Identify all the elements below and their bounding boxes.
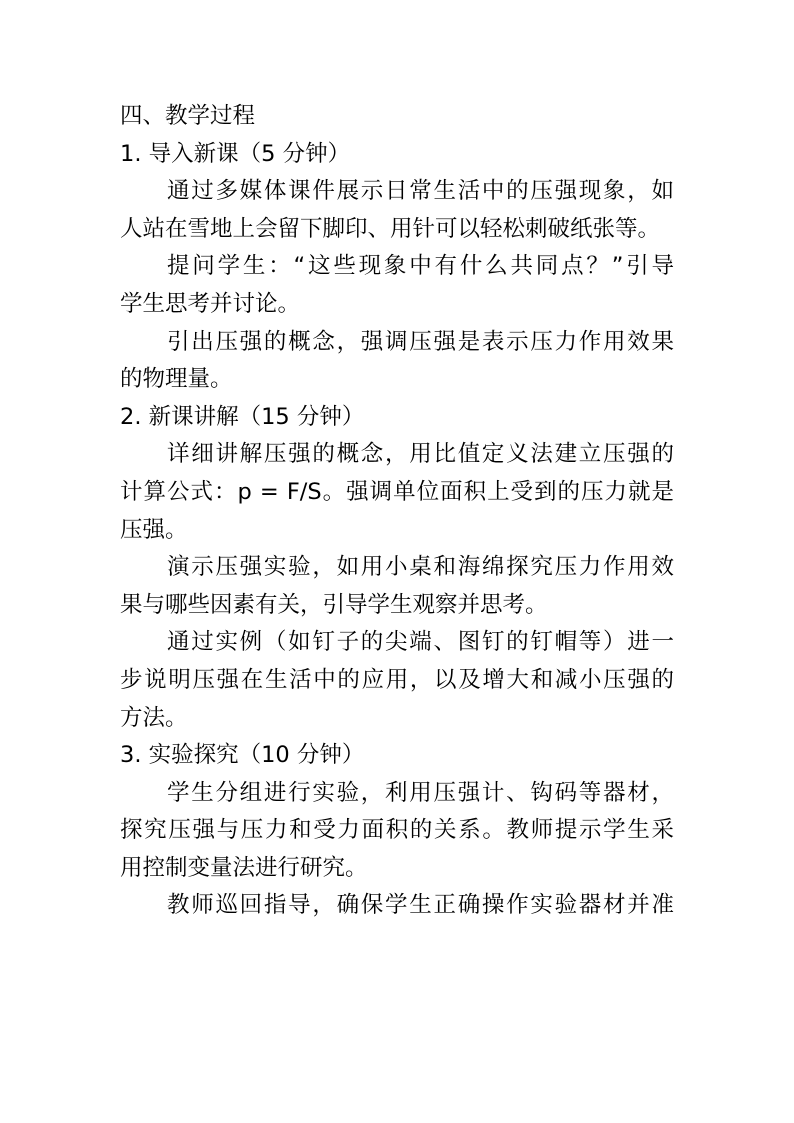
paragraph — [120, 436, 674, 549]
text-line: 果与哪些因素有关，引导学生观察并思考。 — [120, 591, 548, 618]
paragraph — [120, 173, 674, 248]
text-line: 教师巡回指导，确保学生正确操作实验器材并准 — [167, 892, 674, 919]
text-line: 学生思考并讨论。 — [120, 290, 301, 317]
text-line: 的物理量。 — [120, 366, 233, 393]
text-line: 学生分组进行实验，利用压强计、钩码等器材， — [167, 779, 674, 806]
paragraph — [120, 624, 674, 737]
text-line: 详细讲解压强的概念，用比值定义法建立压强的 — [167, 441, 674, 468]
part-1 — [120, 136, 674, 399]
text-line: 引出压强的概念，强调压强是表示压力作用效果 — [167, 328, 674, 355]
part-3 — [120, 737, 674, 925]
text-line: 提问学生：“这些现象中有什么共同点？”引导 — [167, 253, 674, 280]
text-line: 演示压强实验，如用小桌和海绵探究压力作用效 — [167, 554, 674, 581]
text-line: 用控制变量法进行研究。 — [120, 854, 368, 881]
text-line: 通过实例（如钉子的尖端、图钉的钉帽等）进一 — [167, 629, 674, 656]
section-title: 四、教学过程 — [120, 103, 256, 129]
part-heading: 1. 导入新课（5 分钟） — [120, 140, 351, 167]
paragraph — [120, 775, 674, 888]
document-page — [120, 98, 674, 925]
text-line: 探究压强与压力和受力面积的关系。教师提示学生采 — [120, 817, 674, 844]
text-line: 通过多媒体课件展示日常生活中的压强现象，如 — [167, 178, 674, 205]
part-heading: 2. 新课讲解（15 分钟） — [120, 403, 365, 430]
text-line: 压强。 — [120, 516, 188, 543]
paragraph — [120, 248, 674, 323]
part-2 — [120, 399, 674, 737]
text-line: 步说明压强在生活中的应用，以及增大和减小压强的 — [120, 666, 674, 693]
paragraph — [120, 887, 674, 925]
paragraph — [120, 324, 674, 399]
paragraph — [120, 549, 674, 624]
text-line: 方法。 — [120, 704, 188, 731]
text-line: 计算公式：p = F/S。强调单位面积上受到的压力就是 — [120, 478, 674, 505]
text-line: 人站在雪地上会留下脚印、用针可以轻松刺破纸张等。 — [120, 215, 661, 242]
part-heading: 3. 实验探究（10 分钟） — [120, 742, 365, 769]
